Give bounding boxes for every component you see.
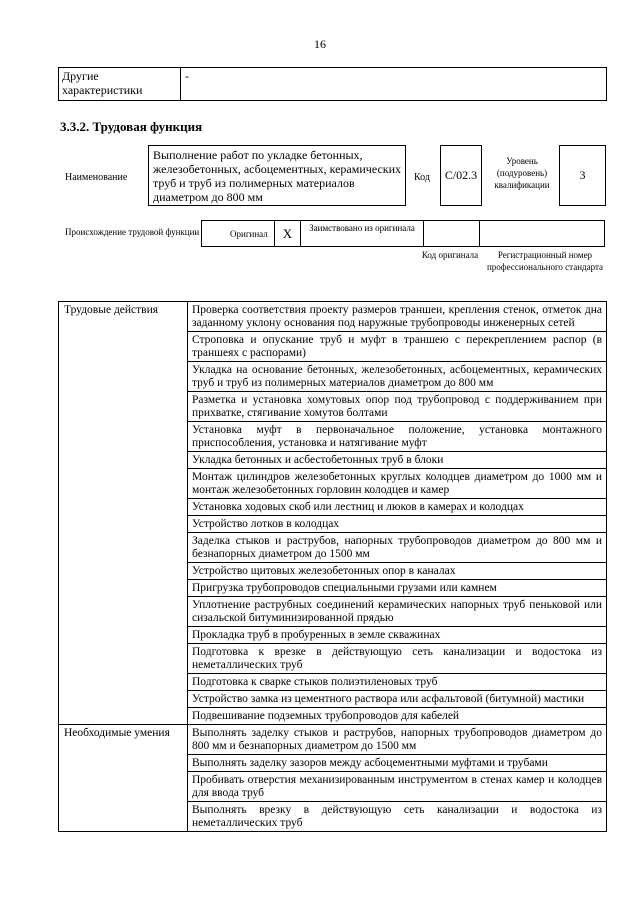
labor-action-item: Подготовка к врезке в действующую сеть канализации и водостока из неметаллических труб — [188, 644, 607, 674]
skill-row — [59, 725, 607, 755]
labor-action-item: Укладка на основание бетонных, железобетонных, асбоцементных, керамических труб и труб из полимерных материалов диаметром до 800 мм — [188, 362, 607, 392]
labor-action-item: Подготовка к сварке стыков полиэтиленовых труб — [188, 674, 607, 691]
labor-function-table — [58, 301, 607, 832]
name-label: Наименование — [65, 172, 128, 183]
other-characteristics-label: Другие характеристики — [59, 68, 181, 101]
origin-label: Происхождение трудовой функции — [65, 227, 200, 237]
labor-action-item: Пригрузка трубопроводов специальными грузами или камнем — [188, 580, 607, 597]
origin-row — [202, 220, 605, 247]
labor-action-item: Уплотнение раструбных соединений керамических напорных труб пеньковой или сизальской битуминизированной прядью — [188, 597, 607, 627]
labor-action-item: Заделка стыков и раструбов, напорных трубопроводов диаметром до 800 мм и безнапорных диаметром до 1500 мм — [188, 533, 607, 563]
skill-item: Выполнять врезку в действующую сеть канализации и водостока из неметаллических труб — [188, 802, 607, 832]
skill-item: Выполнять заделку стыков и раструбов, напорных трубопроводов диаметром до 800 мм и безнапорных диаметром до 1500 мм — [188, 725, 607, 755]
labor-action-item: Устройство лотков в колодцах — [188, 516, 607, 533]
labor-action-item: Установка муфт в первоначальное положение, установка монтажного приспособления, установка и натягивание муфт — [188, 422, 607, 452]
code-label: Код — [414, 172, 430, 183]
page-number: 16 — [314, 37, 326, 51]
qualification-level-label: Уровень (подуровень) квалификации — [494, 156, 550, 190]
labor-action-item: Устройство щитовых железобетонных опор в каналах — [188, 563, 607, 580]
labor-action-item: Укладка бетонных и асбестобетонных труб в блоки — [188, 452, 607, 469]
skill-label: Необходимые умения — [59, 725, 188, 832]
skill-item: Выполнять заделку зазоров между асбоцементными муфтами и трубами — [188, 755, 607, 772]
labor-action-item: Строповка и опускание труб и муфт в траншею с перекреплением распор (в траншеях с распорами) — [188, 332, 607, 362]
labor-action-item: Разметка и установка хомутовых опор под трубопровод с поддерживанием при прихватке, стягивание хомутов болтами — [188, 392, 607, 422]
other-characteristics-table — [58, 67, 607, 101]
origin-reg-cell — [479, 220, 605, 247]
origin-code-cell — [423, 220, 480, 247]
labor-action-item: Прокладка труб в пробуренных в земле скважинах — [188, 627, 607, 644]
qualification-level-value: 3 — [559, 145, 606, 206]
code-original-label: Код оригинала — [421, 250, 479, 260]
origin-original-label: Оригинал — [201, 220, 275, 247]
labor-action-item: Монтаж цилиндров железобетонных круглых колодцев диаметром до 1000 мм и монтаж железобетонных горловин колодцев и камер — [188, 469, 607, 499]
section-title: 3.3.2. Трудовая функция — [60, 119, 203, 134]
labor-action-label: Трудовые действия — [59, 302, 188, 725]
labor-action-item: Проверка соответствия проекту размеров траншеи, крепления стенок, отметок дна заданному уклону основания под наружные трубопроводы инженерных сетей — [188, 302, 607, 332]
labor-action-row — [59, 302, 607, 332]
name-value: Выполнение работ по укладке бетонных, железобетонных, асбоцементных, керамических труб и труб из полимерных материалов диаметром до 800 мм — [148, 145, 406, 206]
other-characteristics-value: - — [181, 68, 607, 101]
labor-action-item: Установка ходовых скоб или лестниц и люков в камерах и колодцах — [188, 499, 607, 516]
code-value: С/02.3 — [440, 145, 482, 206]
origin-original-mark: X — [274, 220, 301, 247]
registration-number-label: Регистрационный номер профессионального стандарта — [486, 250, 604, 272]
origin-borrowed-label: Заимствовано из оригинала — [300, 220, 424, 247]
labor-action-item: Устройство замка из цементного раствора или асфальтовой (битумной) мастики — [188, 691, 607, 708]
labor-action-item: Подвешивание подземных трубопроводов для кабелей — [188, 708, 607, 725]
skill-item: Пробивать отверстия механизированным инструментом в стенах камер и колодцев для ввода труб — [188, 772, 607, 802]
